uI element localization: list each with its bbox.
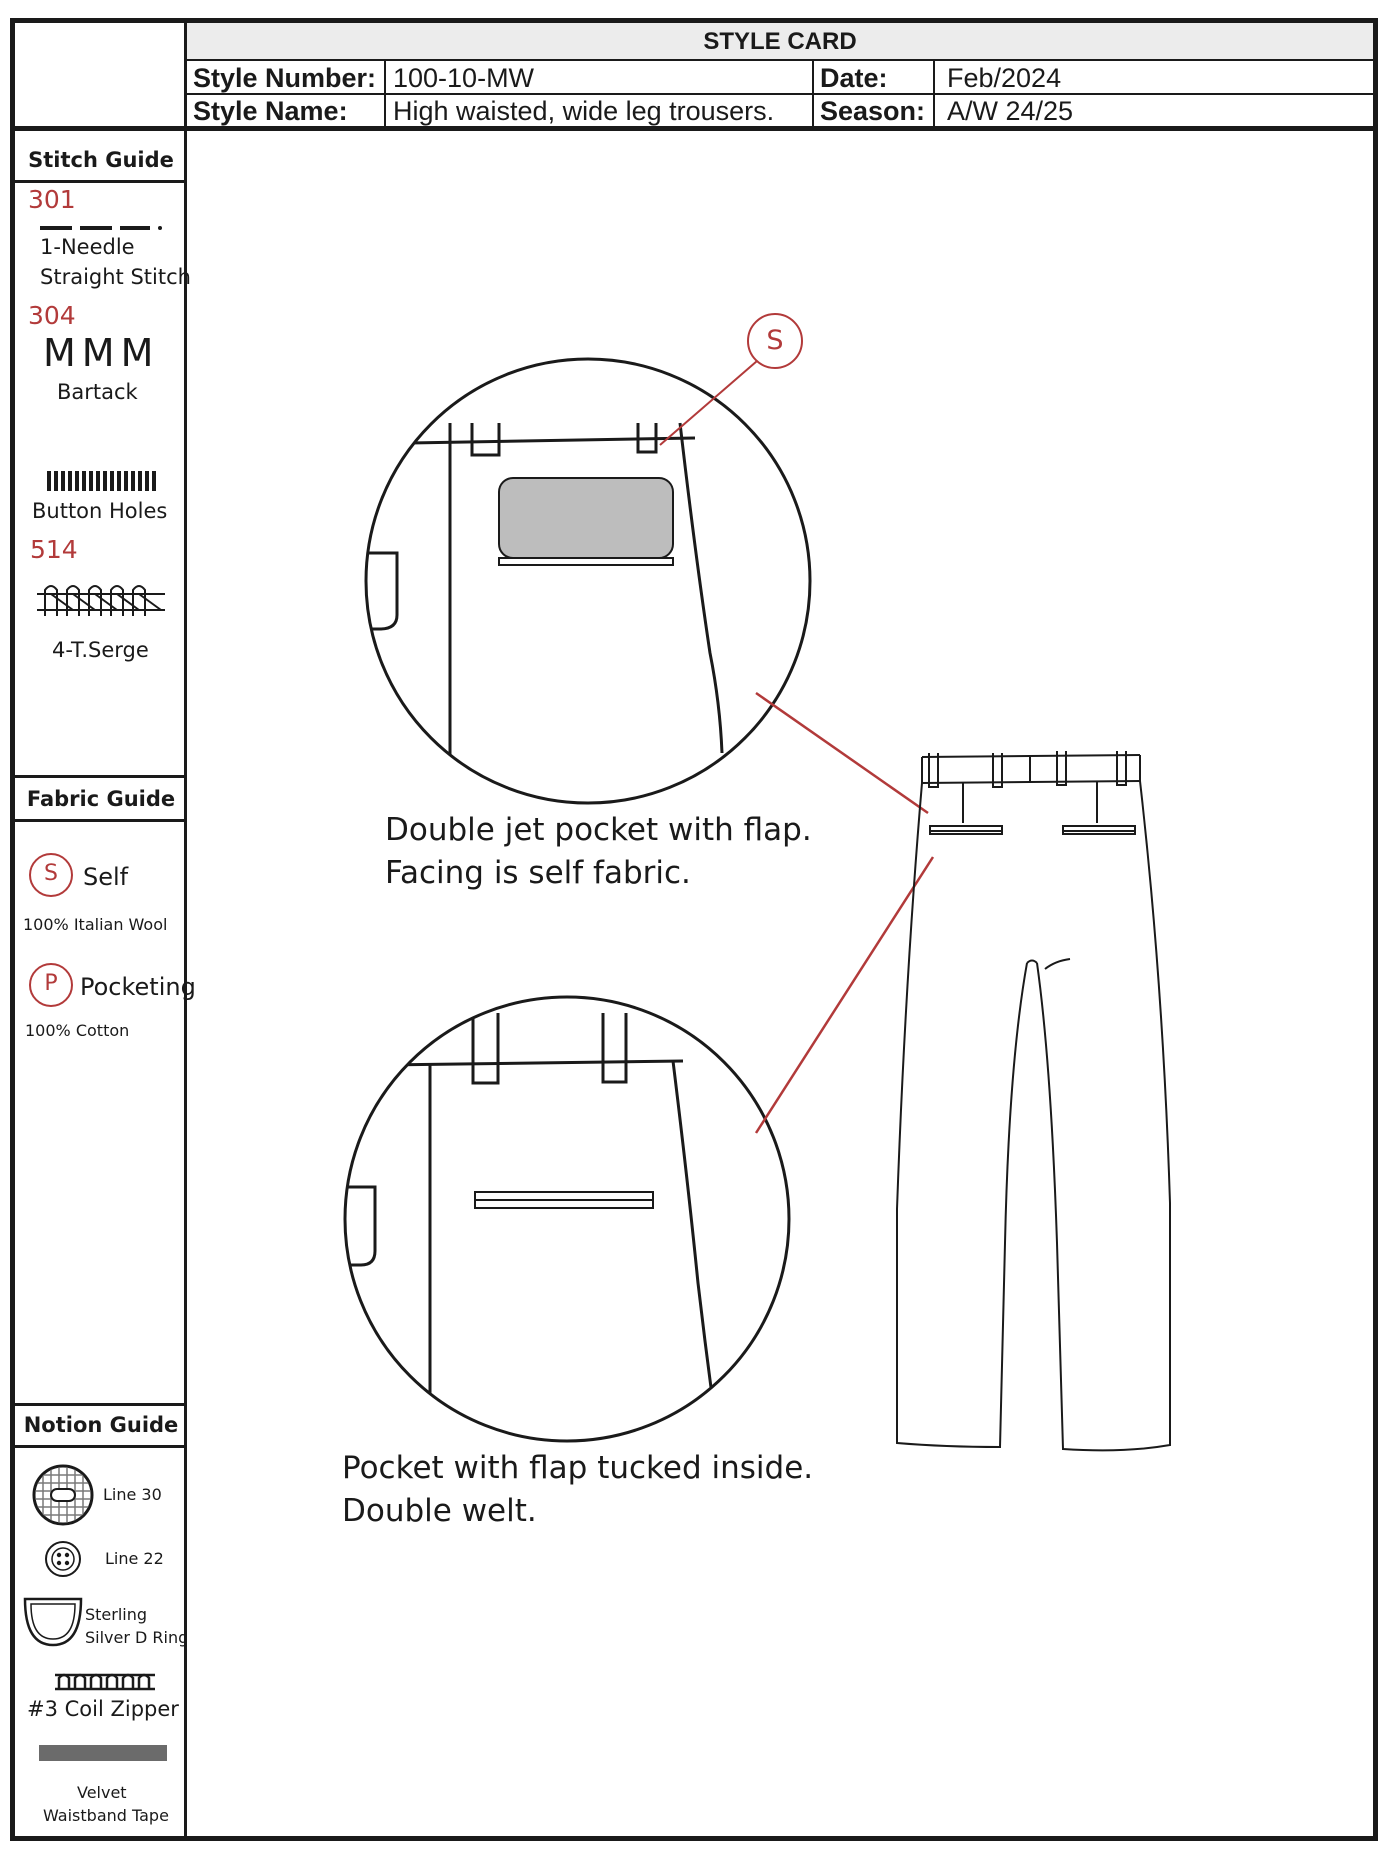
waistband-tape-icon — [39, 1745, 167, 1761]
buttonhole-stitch-icon — [47, 469, 157, 493]
fabric-guide-divider — [15, 819, 187, 822]
bottom-detail-caption: Pocket with flap tucked inside. Double welt. — [342, 1450, 814, 1529]
fabric-guide-title: Fabric Guide — [26, 787, 176, 811]
header-row-divider — [187, 93, 1373, 95]
pocketing-fabric-composition: 100% Cotton — [25, 1021, 130, 1040]
notion-guide-title: Notion Guide — [23, 1413, 179, 1437]
coil-zipper-icon — [55, 1670, 155, 1694]
page-title: STYLE CARD — [703, 28, 857, 55]
self-fabric-symbol: S — [44, 861, 58, 886]
notion-tape-label-1: Velvet — [77, 1783, 127, 1802]
notion-guide-divider — [15, 1445, 187, 1448]
four-hole-button-icon — [43, 1539, 83, 1579]
buttonholes-label: Button Holes — [32, 499, 168, 523]
stitch-code-514: 514 — [30, 535, 78, 564]
header-bottom-rule — [15, 126, 1373, 131]
stitch-guide-title: Stitch Guide — [28, 148, 174, 172]
header-title-bar — [187, 23, 1373, 61]
header-col-divider-3 — [933, 61, 935, 127]
style-name-value: High waisted, wide leg trousers. — [393, 96, 775, 126]
fabric-guide-top-divider — [15, 775, 187, 778]
date-label: Date: — [820, 63, 888, 93]
self-fabric-composition: 100% Italian Wool — [23, 915, 168, 934]
trouser-back-flat-sketch — [885, 723, 1185, 1483]
welt-pocket-detail-view — [333, 983, 803, 1453]
stitch-304-label: Bartack — [57, 380, 138, 404]
d-ring-icon — [21, 1593, 85, 1649]
style-number-label: Style Number: — [193, 63, 377, 93]
notion-tape-label-2: Waistband Tape — [43, 1806, 169, 1825]
notion-zipper-label: #3 Coil Zipper — [27, 1697, 179, 1721]
top-detail-caption: Double jet pocket with flap. Facing is self fabric. — [385, 812, 812, 891]
header-col-divider-1 — [384, 61, 386, 127]
header-col-divider-2 — [812, 61, 814, 127]
stitch-301-label-1: 1-Needle — [40, 235, 135, 259]
season-label: Season: — [820, 96, 926, 126]
self-fabric-callout-label: S — [766, 325, 784, 356]
stitch-301-label-2: Straight Stitch — [40, 265, 191, 289]
notion-dring-label-1: Sterling — [85, 1605, 148, 1624]
notion-line22-label: Line 22 — [105, 1549, 164, 1568]
pocketing-fabric-symbol: P — [44, 971, 58, 996]
notion-line30-label: Line 30 — [103, 1485, 162, 1504]
notion-guide-top-divider — [15, 1403, 187, 1406]
straight-stitch-icon — [40, 223, 180, 233]
season-value: A/W 24/25 — [947, 96, 1074, 126]
notion-dring-label-2: Silver D Ring — [85, 1628, 189, 1647]
stitch-guide-divider — [15, 180, 187, 183]
pocketing-fabric-name: Pocketing — [80, 973, 196, 1001]
grid-button-icon — [31, 1463, 95, 1527]
header-logo-cell — [15, 23, 187, 128]
style-name-label: Style Name: — [193, 96, 348, 126]
style-number-value: 100-10-MW — [393, 63, 535, 93]
stitch-code-301: 301 — [28, 185, 76, 214]
serge-label: 4-T.Serge — [52, 638, 149, 662]
serge-stitch-icon — [37, 580, 167, 620]
style-card-sheet — [10, 18, 1378, 1841]
date-value: Feb/2024 — [947, 63, 1062, 93]
self-fabric-name: Self — [83, 863, 129, 891]
bartack-icon: MMM — [43, 331, 160, 375]
stitch-code-304: 304 — [28, 301, 76, 330]
